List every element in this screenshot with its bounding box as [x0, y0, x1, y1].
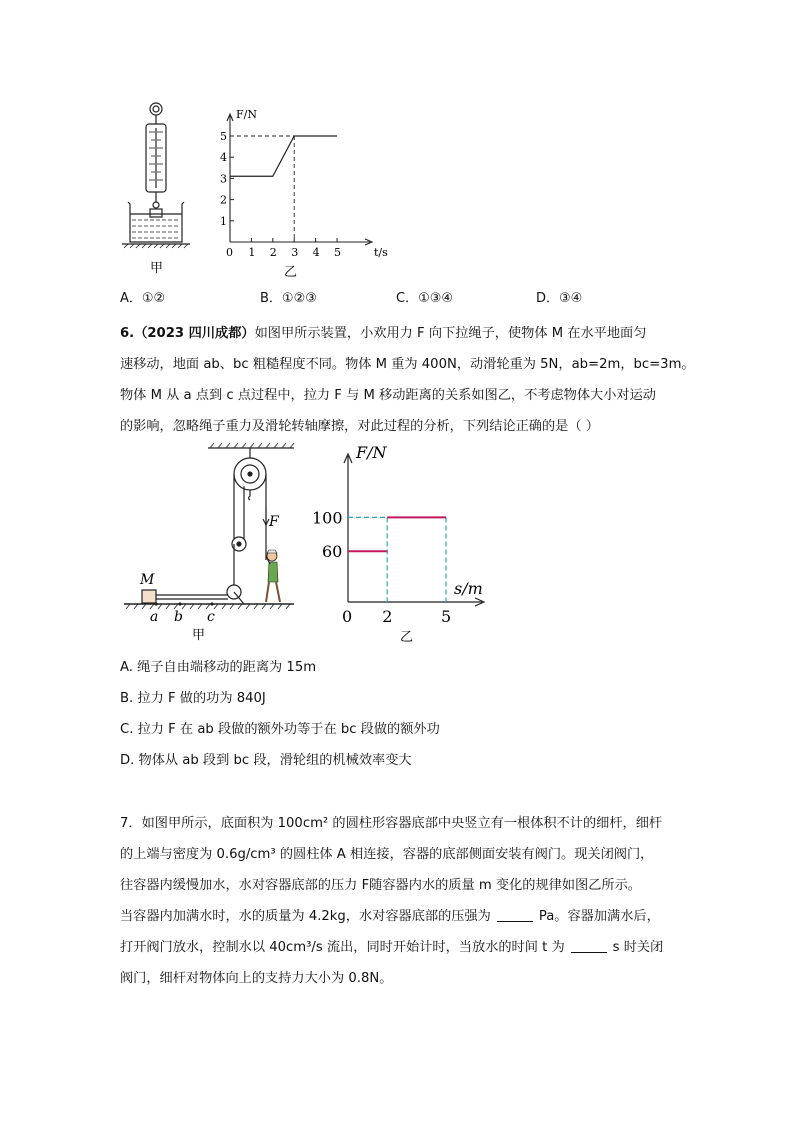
q6-option-d[interactable]: D. 物体从 ab 段到 bc 段，滑轮组的机械效率变大 — [120, 753, 412, 768]
q5-yi-caption: 乙 — [284, 265, 298, 280]
q6-jia-caption: 甲 — [192, 628, 206, 643]
q5-figure-jia — [118, 98, 210, 278]
label-a: a — [150, 609, 159, 625]
q5-option-a[interactable]: A．①② — [120, 291, 166, 306]
q5-option-d[interactable]: D．③④ — [536, 291, 583, 306]
q7-line-6: 阀门，细杆对物体向上的支持力大小为 0.8N。 — [120, 971, 393, 986]
label-F: F — [269, 514, 279, 530]
q5-xtick-label: 2 — [269, 246, 277, 259]
q5-ytick-label: 3 — [220, 172, 227, 186]
person-figure — [266, 550, 280, 602]
q6-stem-line-1: 6.（2023 四川成都）如图甲所示装置，小欢用力 F 向下拉绳子，使物体 M 在水平地面匀 — [120, 326, 647, 341]
q5-series-line — [230, 136, 337, 176]
q5-option-b[interactable]: B．①②③ — [260, 291, 317, 306]
q5-jia-caption: 甲 — [150, 261, 164, 276]
q6-figure-jia — [118, 440, 318, 646]
q7-blank-pressure[interactable] — [497, 909, 533, 922]
q6-number: 6. — [120, 326, 135, 341]
q5-ylabel: F/N — [236, 108, 257, 121]
q6-option-c[interactable]: C. 拉力 F 在 ab 段做的额外功等于在 bc 段做的额外功 — [120, 722, 440, 737]
q6-source: （2023 四川成都） — [134, 326, 255, 341]
q5-xtick-label: 5 — [334, 246, 341, 259]
q6-stem-line-3: 物体 M 从 a 点到 c 点过程中，拉力 F 与 M 移动距离的关系如图乙，不考虑物体大小对运动 — [120, 388, 656, 403]
q5-xtick-label: 4 — [312, 246, 320, 259]
q6-stem-line-4: 的影响，忽略绳子重力及滑轮转轴摩擦，对此过程的分析，下列结论正确的是（ ） — [120, 419, 599, 434]
q6-xtick-0: 0 — [342, 607, 353, 626]
q6-ylabel: F/N — [356, 444, 387, 462]
q5-xtick-label: 3 — [291, 246, 299, 259]
q6-option-b[interactable]: B. 拉力 F 做的功为 840J — [120, 691, 266, 706]
q7-line-1: 7．如图甲所示，底面积为 100cm² 的圆柱形容器底部中央竖立有一根体积不计的细杆，细杆 — [120, 816, 663, 831]
q5-xlabel: t/s — [374, 246, 388, 259]
q7-line-4: 当容器内加满水时，水的质量为 4.2kg，水对容器底部的压强为 Pa。容器加满水后， — [120, 909, 660, 924]
q6-option-a[interactable]: A. 绳子自由端移动的距离为 15m — [120, 660, 317, 675]
q6-ytick-60: 60 — [322, 542, 343, 562]
label-b: b — [174, 609, 183, 625]
label-M: M — [140, 572, 155, 588]
q5-xtick-label: 1 — [248, 246, 256, 259]
q6-yi-caption: 乙 — [400, 630, 414, 645]
q6-graph-yi — [306, 444, 496, 648]
q6-xtick-2: 2 — [382, 607, 393, 626]
q7-line-3: 往容器内缓慢加水，水对容器底部的压力 F随容器内水的质量 m 变化的规律如图乙所示。 — [120, 878, 641, 893]
q5-ytick-label: 2 — [220, 193, 227, 207]
q5-xtick-label: 0 — [226, 246, 233, 259]
q5-graph-yi — [212, 104, 392, 280]
q5-options — [120, 290, 680, 310]
q6-stem-line-2: 速移动，地面 ab、bc 粗糙程度不同。物体 M 重为 400N，动滑轮重为 5N，ab=2m，bc=3m。 — [120, 357, 695, 372]
q7-blank-time[interactable] — [571, 940, 607, 953]
q5-option-c[interactable]: C．①③④ — [396, 291, 454, 306]
q5-ytick-label: 5 — [220, 130, 227, 143]
q6-xtick-5: 5 — [441, 607, 452, 626]
q7-line-5: 打开阀门放水，控制水以 40cm³/s 流出，同时开始计时，当放水的时间 t 为 s 时关闭 — [120, 940, 664, 955]
q5-ytick-label: 4 — [220, 151, 227, 165]
q6-xlabel: s/m — [454, 579, 483, 598]
label-c: c — [207, 609, 215, 625]
q6-ytick-100: 100 — [312, 508, 343, 528]
q5-ytick-label: 1 — [220, 214, 227, 228]
q7-line-2: 的上端与密度为 0.6g/cm³ 的圆柱体 A 相连接，容器的底部侧面安装有阀门。现关闭阀门， — [120, 847, 654, 862]
